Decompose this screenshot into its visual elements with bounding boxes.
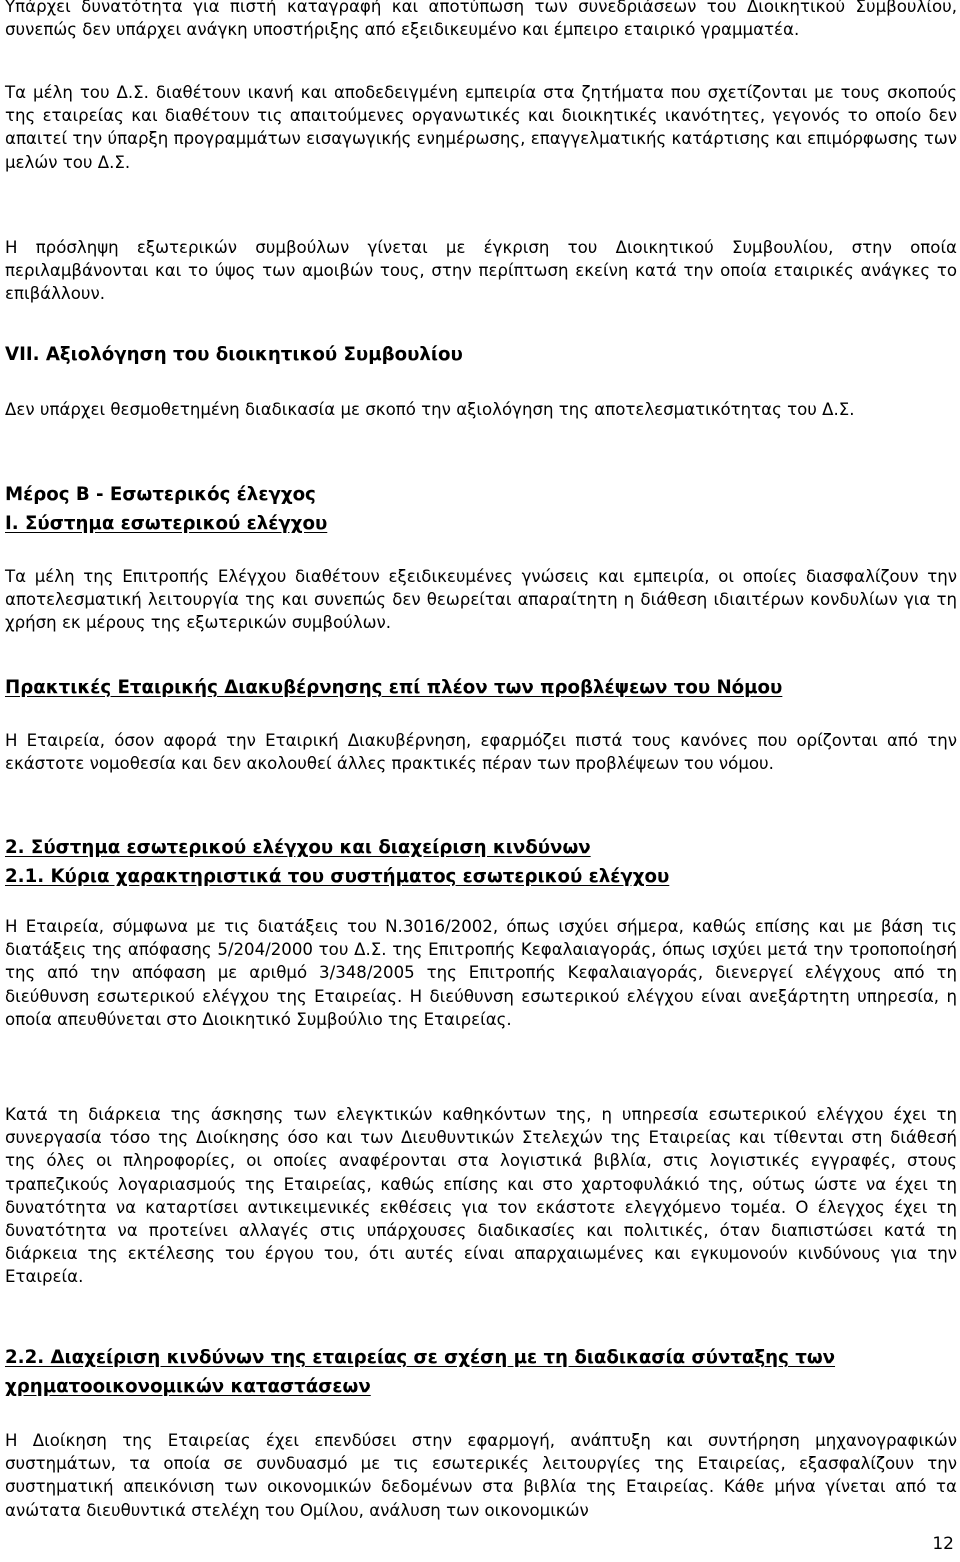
paragraph-audit-committee: Τα μέλη της Επιτροπής Ελέγχου διαθέτουν εξειδικευμένες γνώσεις και εμπειρία, οι οποίες διασφαλίζουν την αποτελεσματική λειτουργία της και συνεπώς δεν θεωρείται απαραίτητη η διάθεση ιδιαιτέρων κονδυλίων για τη χρήση εκ μέρους της εξωτερικών συμβούλων.: [5, 567, 957, 633]
heading-internal-control-risk: 2. Σύστημα εσωτερικού ελέγχου και διαχείριση κινδύνων: [5, 837, 591, 858]
heading-risk-management-financial-statements: 2.2. Διαχείριση κινδύνων της εταιρείας σε σχέση με τη διαδικασία σύνταξης των χρηματοοικονομικών καταστάσεων: [5, 1347, 836, 1397]
paragraph-internal-audit-cooperation: Κατά τη διάρκεια της άσκησης των ελεγκτικών καθηκόντων της, η υπηρεσία εσωτερικού ελέγχου έχει τη συνεργασία τόσο της Διοίκησης όσο και των Διευθυντικών Στελεχών της Εταιρείας και τίθενται στη διάθεσή της όλες οι πληροφορίες, οι οποίες αναφέρονται στα λογιστικά βιβλία, στις λογιστικές εγγραφές, στους τραπεζικούς λογαριασμούς της Εταιρείας, καθώς επίσης και στο χαρτοφυλάκιό της, ούτως ώστε να έχει τη δυνατότητα να καταρτίσει αντικειμενικές εκθέσεις για τον εκάστοτε ελεγχόμενο τομέα. Ο έλεγχος έχει τη δυνατότητα να προτείνει αλλαγές στις υπάρχουσες διαδικασίες και πολιτικές, όταν διαπιστώσει κατά τη διάρκεια της εκτέλεσης του έργου του, ότι αυτές είναι απαρχαιωμένες και εγκυμονούν κινδύνους για την Εταιρεία.: [5, 1105, 957, 1287]
paragraph-governance-rules: Η Εταιρεία, όσον αφορά την Εταιρική Διακυβέρνηση, εφαρμόζει πιστά τους κανόνες που ορίζονται από την εκάστοτε νομοθεσία και δεν ακολουθεί άλλες πρακτικές πέραν των προβλέψεων του νόμου.: [5, 731, 957, 774]
paragraph-information-systems: Η Διοίκηση της Εταιρείας έχει επενδύσει στην εφαρμογή, ανάπτυξη και συντήρηση μηχανογραφικών συστημάτων, τα οποία σε συνδυασμό με τις εσωτερικές λειτουργίες της Εταιρείας, εξασφαλίζουν την συστηματική απεικόνιση των οικονομικών δεδομένων στα βιβλία της Εταιρείας. Κάθε μήνα γίνεται από τα ανώτατα διευθυντικά στελέχη του Ομίλου, ανάλυση των οικονομικών: [5, 1431, 957, 1520]
page-number: 12: [932, 1534, 954, 1554]
paragraph-internal-audit-law: Η Εταιρεία, σύμφωνα με τις διατάξεις του Ν.3016/2002, όπως ισχύει σήμερα, καθώς επίσης και με βάση τις διατάξεις της απόφασης 5/204/2000 του Δ.Σ. της Επιτροπής Κεφαλαιαγοράς, όπως ισχύει μετά την τροποποίησή της από την απόφαση με αριθμό 3/348/2005 της Επιτροπής Κεφαλαιαγοράς, διενεργεί ελέγχους από τη διεύθυνση εσωτερικού ελέγχου της Εταιρείας. Η διεύθυνση εσωτερικού ελέγχου είναι ανεξάρτητη υπηρεσία, η οποία απευθύνεται στο Διοικητικό Συμβούλιο της Εταιρείας.: [5, 917, 957, 1029]
paragraph-no-evaluation-procedure: Δεν υπάρχει θεσμοθετημένη διαδικασία με σκοπό την αξιολόγηση της αποτελεσματικότητας του Δ.Σ.: [5, 400, 855, 419]
heading-governance-practices: Πρακτικές Εταιρικής Διακυβέρνησης επί πλέον των προβλέψεων του Νόμου: [5, 677, 783, 698]
heading-board-evaluation: VII. Αξιολόγηση του διοικητικού Συμβουλίου: [5, 344, 463, 365]
paragraph-external-advisors: Η πρόσληψη εξωτερικών συμβούλων γίνεται με έγκριση του Διοικητικού Συμβουλίου, στην οποία περιλαμβάνονται και το ύψος των αμοιβών τους, στην περίπτωση εκείνη κατά την οποία εταιρικές ανάγκες το επιβάλλουν.: [5, 238, 957, 304]
paragraph-board-experience: Τα μέλη του Δ.Σ. διαθέτουν ικανή και αποδεδειγμένη εμπειρία στα ζητήματα που σχετίζονται με τους σκοπούς της εταιρείας και διαθέτουν τις απαιτούμενες οργανωτικές και διοικητικές ικανότητες, γεγονός το οποίο δεν απαιτεί την ύπαρξη προγραμμάτων εισαγωγικής ενημέρωσης, επαγγελματικής κατάρτισης και επιμόρφωσης των μελών του Δ.Σ.: [5, 83, 957, 172]
paragraph-minutes-recording: Υπάρχει δυνατότητα για πιστή καταγραφή και αποτύπωση των συνεδριάσεων του Διοικητικού Συμβουλίου, συνεπώς δεν υπάρχει ανάγκη υποστήριξης από εξειδικευμένο και έμπειρο εταιρικό γραμματέα.: [5, 0, 957, 40]
heading-internal-control-characteristics: 2.1. Κύρια χαρακτηριστικά του συστήματος εσωτερικού ελέγχου: [5, 866, 670, 887]
heading-part-b: Μέρος Β - Εσωτερικός έλεγχος: [5, 484, 316, 505]
heading-internal-control-system: Ι. Σύστημα εσωτερικού ελέγχου: [5, 513, 328, 534]
